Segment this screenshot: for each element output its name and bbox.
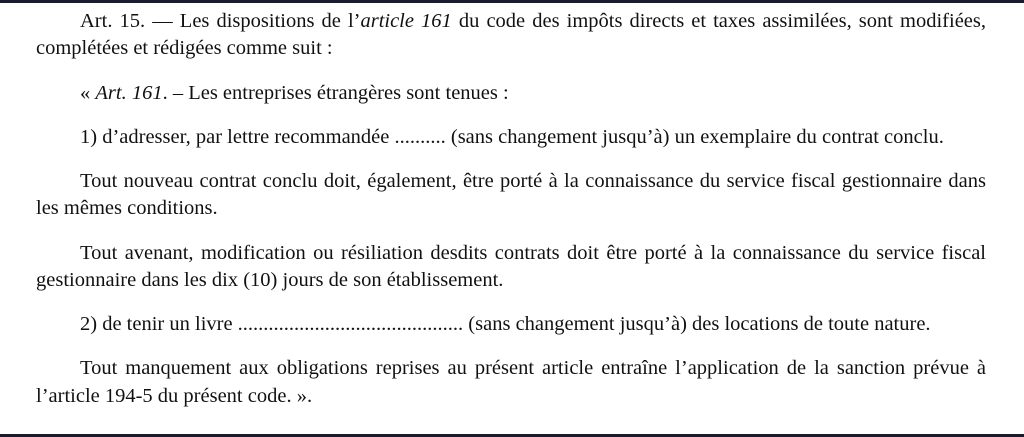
paragraph-avenant	[36, 240, 986, 295]
paragraph-art-161-heading	[36, 80, 986, 107]
text-run: Art. 15. — Les dispositions de l’	[80, 10, 361, 32]
text-run-italic: article 161	[360, 10, 452, 32]
text-run: «	[80, 81, 96, 104]
text-run: 2) de tenir un livre ............................................ (sans changement jusqu’à) des locations de toute nature.	[80, 313, 931, 335]
text-run: Tout nouveau contrat conclu doit, également, être porté à la connaissance du service fiscal gestionnaire dans les mêmes conditions.	[36, 170, 986, 220]
text-run: Tout manquement aux obligations reprises au présent article entraîne l’application de la sanction prévue à l’article 194-5 du présent code. ».	[36, 357, 986, 407]
paragraph-manquement	[36, 355, 986, 410]
text-run: Tout avenant, modification ou résiliation desdits contrats doit être porté à la connaissance du service fiscal gestionnaire dans les dix (10) jours de son établissement.	[36, 241, 986, 291]
paragraph-point-1	[36, 124, 986, 151]
paragraph-art-15-intro	[36, 8, 986, 63]
text-run: . – Les entreprises étrangères sont tenues :	[162, 81, 509, 104]
text-run-italic: Art. 161	[95, 81, 163, 104]
paragraph-nouveau-contrat	[36, 168, 986, 223]
text-run: 1) d’adresser, par lettre recommandée .......... (sans changement jusqu’à) un exemplaire du contrat conclu.	[80, 125, 944, 148]
text-run: du code des impôts directs et taxes assimilées, sont modifiées, complétées et rédigées comme suit :	[36, 10, 986, 60]
document-body	[0, 3, 1024, 434]
paragraph-point-2	[36, 311, 986, 338]
